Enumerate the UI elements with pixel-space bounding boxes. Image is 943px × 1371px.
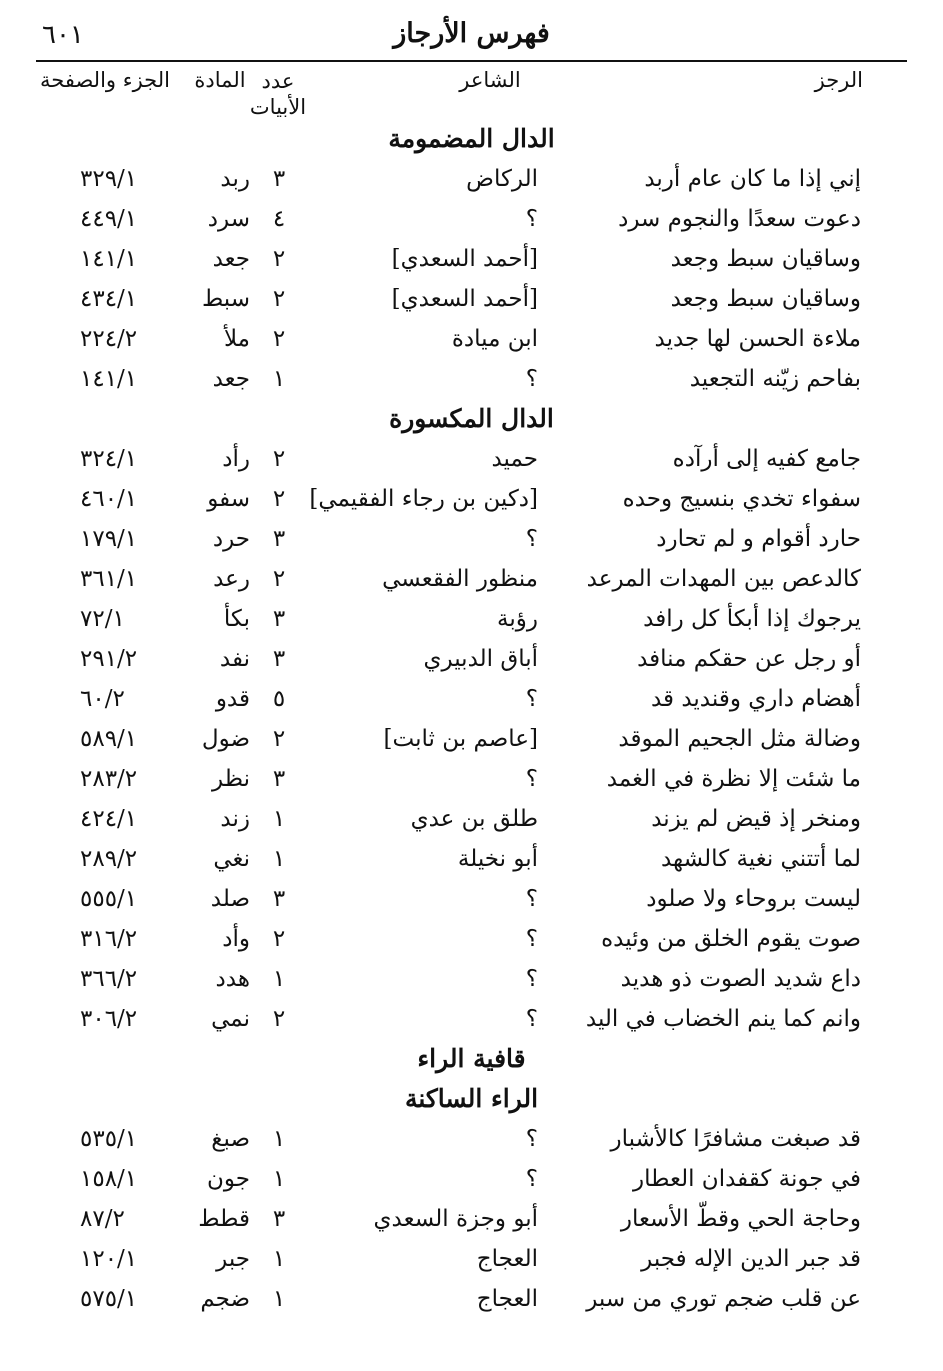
rajaz-cell: وانم كما ينم الخضاب في اليد (585, 1006, 861, 1032)
root-cell: نمي (211, 1006, 250, 1032)
volume-page-cell: ١٤١/١ (80, 366, 138, 392)
rajaz-cell: في جونة كقفدان العطار (633, 1166, 861, 1192)
poet-cell: ؟ (525, 966, 538, 992)
root-cell: زند (220, 806, 250, 832)
root-cell: جعد (212, 366, 250, 392)
root-cell: بكأ (223, 606, 250, 632)
poet-cell: العجاج (476, 1246, 538, 1272)
rajaz-cell: داع شديد الصوت ذو هديد (620, 966, 861, 992)
rajaz-cell: وضالة مثل الجحيم الموقد (618, 726, 861, 752)
volume-page-cell: ٢٢٤/٢ (80, 326, 138, 352)
section-title: الدال المكسورة (389, 404, 554, 433)
verse-count-cell: ١ (272, 366, 286, 392)
poet-cell: الركاض (466, 166, 538, 192)
root-cell: قطط (198, 1206, 250, 1232)
root-cell: وأد (222, 926, 250, 952)
rajaz-cell: إني إذا ما كان عام أربد (644, 166, 861, 192)
rajaz-cell: حارد أقوام و لم تحارد (656, 526, 861, 552)
column-header-poet: الشاعر (459, 68, 521, 92)
verse-count-cell: ٤ (272, 206, 286, 232)
poet-cell: أبو وجزة السعدي (373, 1206, 538, 1232)
volume-page-cell: ٤٣٤/١ (80, 286, 138, 312)
root-cell: صبغ (211, 1126, 250, 1152)
poet-cell: منظور الفقعسي (382, 566, 538, 592)
root-cell: جعد (212, 246, 250, 272)
column-header-verse-count-line2: الأبيات (249, 95, 307, 119)
volume-page-cell: ٣٠٦/٢ (80, 1006, 138, 1032)
poet-cell: حميد (491, 446, 538, 472)
verse-count-cell: ٢ (272, 286, 286, 312)
verse-count-cell: ٣ (272, 606, 286, 632)
running-title: فهرس الأرجاز (393, 18, 550, 49)
rajaz-cell: سفواء تخدي بنسيج وحده (622, 486, 861, 512)
rajaz-cell: وساقيان سبط وجعد (670, 246, 861, 272)
verse-count-cell: ١ (272, 806, 286, 832)
root-cell: جون (207, 1166, 250, 1192)
table-row (0, 760, 943, 800)
table-row (0, 920, 943, 960)
rajaz-cell: يرجوك إذا أبكأ كل رافد (643, 606, 861, 632)
root-cell: نفد (219, 646, 250, 672)
section-title: قافية الراء (417, 1044, 526, 1073)
verse-count-cell: ١ (272, 1246, 286, 1272)
verse-count-cell: ٢ (272, 726, 286, 752)
poet-cell: ؟ (525, 1166, 538, 1192)
table-row (0, 600, 943, 640)
root-cell: جبر (216, 1246, 250, 1272)
poet-cell: ؟ (525, 926, 538, 952)
verse-count-cell: ٢ (272, 566, 286, 592)
root-cell: صلد (210, 886, 250, 912)
verse-count-cell: ٢ (272, 446, 286, 472)
verse-count-cell: ١ (272, 1286, 286, 1312)
root-cell: ضجم (200, 1286, 250, 1312)
verse-count-cell: ٢ (272, 246, 286, 272)
poet-cell: ؟ (525, 886, 538, 912)
table-row (0, 1000, 943, 1040)
verse-count-cell: ٣ (272, 526, 286, 552)
index-table (0, 120, 943, 1320)
root-cell: رعد (213, 566, 250, 592)
poet-cell: [دكين بن رجاء الفقيمي] (309, 486, 538, 512)
root-cell: رأد (222, 446, 250, 472)
table-row (0, 800, 943, 840)
column-headers (0, 68, 943, 118)
rajaz-cell: أهضام داري وقنديد قد (650, 686, 861, 712)
poet-cell: ؟ (525, 206, 538, 232)
root-cell: نظر (212, 766, 250, 792)
rajaz-cell: أو رجل عن حقكم منافد (637, 646, 861, 672)
verse-count-cell: ١ (272, 846, 286, 872)
poet-cell: ؟ (525, 766, 538, 792)
volume-page-cell: ٣٦٦/٢ (80, 966, 138, 992)
verse-count-cell: ١ (272, 966, 286, 992)
table-row (0, 1240, 943, 1280)
rajaz-cell: وساقيان سبط وجعد (670, 286, 861, 312)
root-cell: ملأ (223, 326, 250, 352)
poet-cell: أباق الدبيري (423, 646, 538, 672)
poet-cell: ؟ (525, 1126, 538, 1152)
verse-count-cell: ٣ (272, 166, 286, 192)
verse-count-cell: ١ (272, 1126, 286, 1152)
volume-page-cell: ٥٣٥/١ (80, 1126, 138, 1152)
volume-page-cell: ١٥٨/١ (80, 1166, 138, 1192)
volume-page-cell: ٥٧٥/١ (80, 1286, 138, 1312)
verse-count-cell: ١ (272, 1166, 286, 1192)
volume-page-cell: ٨٧/٢ (80, 1206, 125, 1232)
rajaz-cell: ليست بروحاء ولا صلود (646, 886, 861, 912)
rajaz-cell: ما شئت إلا نظرة في الغمد (606, 766, 861, 792)
rajaz-cell: قد صبغت مشافرًا كالأشبار (610, 1126, 861, 1152)
table-row (0, 440, 943, 480)
volume-page-cell: ٤٤٩/١ (80, 206, 138, 232)
table-row (0, 480, 943, 520)
table-row (0, 560, 943, 600)
root-cell: سبط (201, 286, 250, 312)
verse-count-cell: ٢ (272, 326, 286, 352)
table-row (0, 320, 943, 360)
table-row (0, 960, 943, 1000)
page-header (36, 18, 907, 58)
volume-page-cell: ٣٢٩/١ (80, 166, 138, 192)
rajaz-cell: دعوت سعدًا والنجوم سرد (618, 206, 861, 232)
verse-count-cell: ٢ (272, 486, 286, 512)
verse-count-cell: ٢ (272, 1006, 286, 1032)
poet-cell: العجاج (476, 1286, 538, 1312)
verse-count-cell: ٢ (272, 926, 286, 952)
volume-page-cell: ١٢٠/١ (80, 1246, 138, 1272)
table-row (0, 160, 943, 200)
section-heading (0, 400, 943, 440)
root-cell: سرد (207, 206, 250, 232)
volume-page-cell: ٦٠/٢ (80, 686, 125, 712)
rajaz-cell: جامع كفيه إلى أرآده (672, 446, 861, 472)
volume-page-cell: ٧٢/١ (80, 606, 125, 632)
poet-cell: أبو نخيلة (457, 846, 538, 872)
poet-cell: [عاصم بن ثابت] (383, 726, 538, 752)
verse-count-cell: ٣ (272, 1206, 286, 1232)
column-header-volume-page: الجزء والصفحة (40, 68, 170, 92)
poet-cell: ؟ (525, 526, 538, 552)
table-row (0, 1160, 943, 1200)
poet-cell: ؟ (525, 366, 538, 392)
volume-page-cell: ١٧٩/١ (80, 526, 138, 552)
section-heading (0, 120, 943, 160)
section-title: الدال المضمومة (388, 124, 555, 153)
volume-page-cell: ٣٦١/١ (80, 566, 138, 592)
rajaz-cell: ومنخر إذ قيض لم يزند (651, 806, 861, 832)
column-header-root: المادة (194, 68, 246, 92)
rajaz-cell: صوت يقوم الخلق من وئيده (601, 926, 861, 952)
poet-cell: ؟ (525, 1006, 538, 1032)
table-row (0, 1200, 943, 1240)
section-title: الراء الساكنة (404, 1084, 539, 1113)
volume-page-cell: ٥٨٩/١ (80, 726, 138, 752)
rajaz-cell: بفاحم زيّنه التجعيد (689, 366, 861, 392)
volume-page-cell: ٣١٦/٢ (80, 926, 138, 952)
column-header-verse-count-line1: عدد (261, 69, 295, 93)
poet-cell: ؟ (525, 686, 538, 712)
rajaz-cell: عن قلب ضجم توري من سبر (586, 1286, 861, 1312)
root-cell: سفو (207, 486, 250, 512)
root-cell: حرد (212, 526, 250, 552)
root-cell: هدد (215, 966, 250, 992)
verse-count-cell: ٣ (272, 646, 286, 672)
poet-cell: [أحمد السعدي] (391, 246, 538, 272)
volume-page-cell: ٥٥٥/١ (80, 886, 138, 912)
table-row (0, 880, 943, 920)
root-cell: نغي (213, 846, 250, 872)
root-cell: ربد (220, 166, 250, 192)
volume-page-cell: ٢٨٣/٢ (80, 766, 138, 792)
volume-page-cell: ٤٢٤/١ (80, 806, 138, 832)
rajaz-cell: قد جبر الدين الإله فجبر (641, 1246, 861, 1272)
table-row (0, 640, 943, 680)
table-row (0, 680, 943, 720)
column-header-rajaz: الرجز (814, 68, 863, 92)
rajaz-cell: كالدعص بين المهدات المرعد (586, 566, 861, 592)
table-row (0, 1280, 943, 1320)
page-number: ٦٠١ (42, 20, 84, 50)
header-rule (36, 60, 907, 62)
poet-cell: [أحمد السعدي] (391, 286, 538, 312)
rajaz-cell: وحاجة الحي وقطّ الأسعار (620, 1206, 861, 1232)
rajaz-cell: ملاءة الحسن لها جديد (654, 326, 861, 352)
verse-count-cell: ٥ (272, 686, 286, 712)
poet-cell: طلق بن عدي (410, 806, 538, 832)
table-row (0, 360, 943, 400)
poet-cell: رؤبة (497, 606, 538, 632)
volume-page-cell: ٣٢٤/١ (80, 446, 138, 472)
volume-page-cell: ٤٦٠/١ (80, 486, 138, 512)
table-row (0, 720, 943, 760)
section-heading (0, 1080, 943, 1120)
root-cell: قدو (215, 686, 250, 712)
volume-page-cell: ٢٨٩/٢ (80, 846, 138, 872)
volume-page-cell: ١٤١/١ (80, 246, 138, 272)
table-row (0, 1120, 943, 1160)
verse-count-cell: ٣ (272, 886, 286, 912)
table-row (0, 240, 943, 280)
table-row (0, 840, 943, 880)
volume-page-cell: ٢٩١/٢ (80, 646, 138, 672)
table-row (0, 200, 943, 240)
section-heading-main (0, 1040, 943, 1080)
verse-count-cell: ٣ (272, 766, 286, 792)
rajaz-cell: لما أتتني نغية كالشهد (660, 846, 861, 872)
table-row (0, 280, 943, 320)
table-row (0, 520, 943, 560)
poet-cell: ابن ميادة (451, 326, 538, 352)
root-cell: ضول (201, 726, 250, 752)
